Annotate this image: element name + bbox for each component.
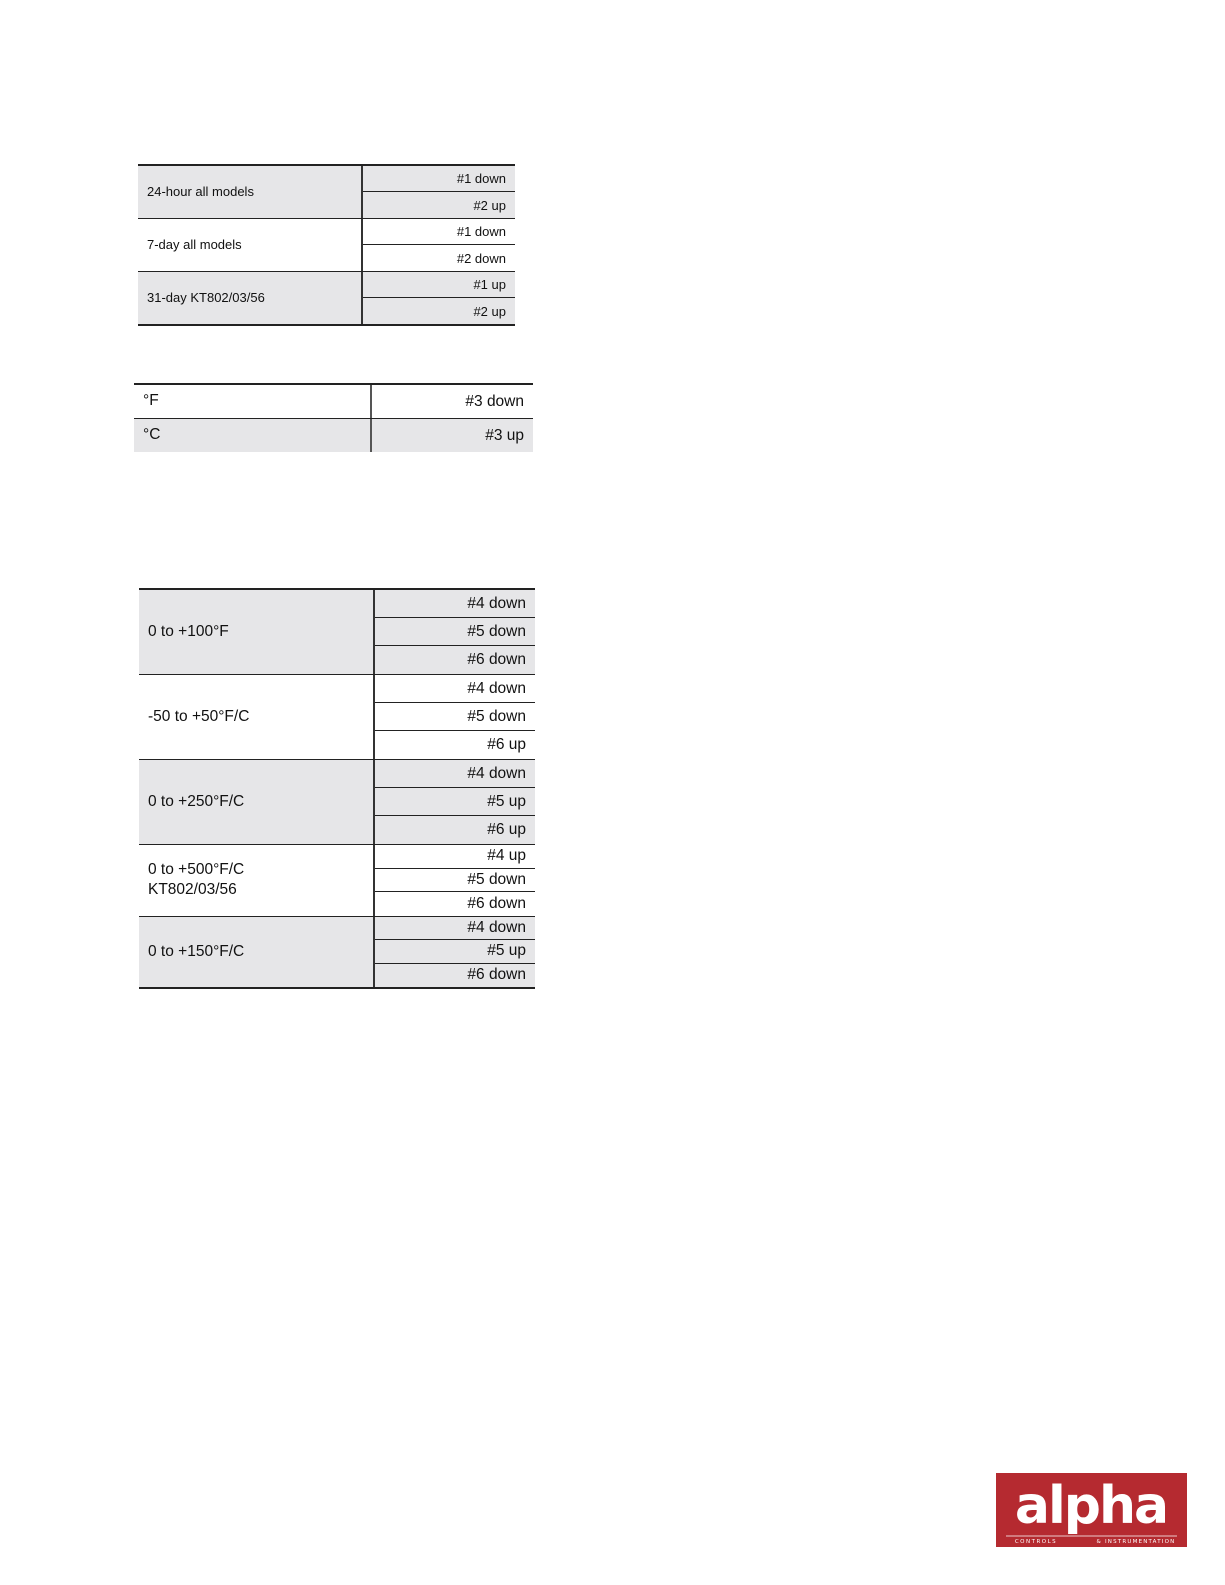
range-row-0-150 xyxy=(139,916,535,988)
switch-setting: #6 down xyxy=(375,892,535,916)
switch-setting: #6 down xyxy=(375,964,535,988)
switch-setting: #5 down xyxy=(375,869,535,893)
range-row-0-250 xyxy=(139,759,535,844)
switch-setting: #2 up xyxy=(363,298,515,324)
switch-setting: #5 up xyxy=(375,788,535,816)
schedule-table xyxy=(138,164,515,326)
row-label: 31-day KT802/03/56 xyxy=(138,272,363,324)
switch-setting: #1 up xyxy=(363,272,515,298)
switch-setting: #6 down xyxy=(375,646,535,674)
alpha-logo xyxy=(996,1473,1187,1547)
switch-setting: #4 down xyxy=(375,590,535,618)
switch-setting: #1 down xyxy=(363,219,515,245)
range-row-0-500 xyxy=(139,844,535,916)
row-label: -50 to +50°F/C xyxy=(139,675,375,759)
row-label: 0 to +100°F xyxy=(139,590,375,674)
switch-setting: #4 up xyxy=(375,845,535,869)
schedule-row-24-hour xyxy=(138,166,515,218)
schedule-row-7-day xyxy=(138,218,515,271)
row-label: 0 to +500°F/C KT802/03/56 xyxy=(139,845,375,916)
row-label: °C xyxy=(134,419,372,452)
switch-setting: #5 down xyxy=(375,618,535,646)
switch-setting: #5 down xyxy=(375,703,535,731)
switch-setting: #1 down xyxy=(363,166,515,192)
unit-table xyxy=(134,383,533,452)
schedule-row-31-day xyxy=(138,271,515,324)
switch-setting: #6 up xyxy=(375,731,535,759)
logo-tagline-left: CONTROLS xyxy=(1014,1539,1058,1545)
range-table xyxy=(139,588,535,989)
range-row-minus50-50 xyxy=(139,674,535,759)
switch-setting: #3 down xyxy=(372,385,533,418)
unit-row-fahrenheit xyxy=(134,385,533,418)
logo-tagline-right: & INSTRUMENTATION xyxy=(1096,1539,1176,1545)
logo-wordmark: alpha xyxy=(1014,1476,1168,1536)
switch-setting: #3 up xyxy=(372,419,533,452)
row-label: 0 to +150°F/C xyxy=(139,917,375,988)
switch-setting: #6 up xyxy=(375,816,535,844)
switch-setting: #2 up xyxy=(363,192,515,218)
switch-setting: #4 down xyxy=(375,917,535,941)
switch-setting: #4 down xyxy=(375,760,535,788)
switch-setting: #5 up xyxy=(375,940,535,964)
row-label: °F xyxy=(134,385,372,418)
alpha-logo-graphic xyxy=(996,1473,1187,1547)
row-label: 7-day all models xyxy=(138,219,363,271)
row-label: 0 to +250°F/C xyxy=(139,760,375,844)
switch-setting: #2 down xyxy=(363,245,515,271)
row-label: 24-hour all models xyxy=(138,166,363,218)
range-row-0-100 xyxy=(139,590,535,674)
switch-setting: #4 down xyxy=(375,675,535,703)
unit-row-celsius xyxy=(134,418,533,452)
